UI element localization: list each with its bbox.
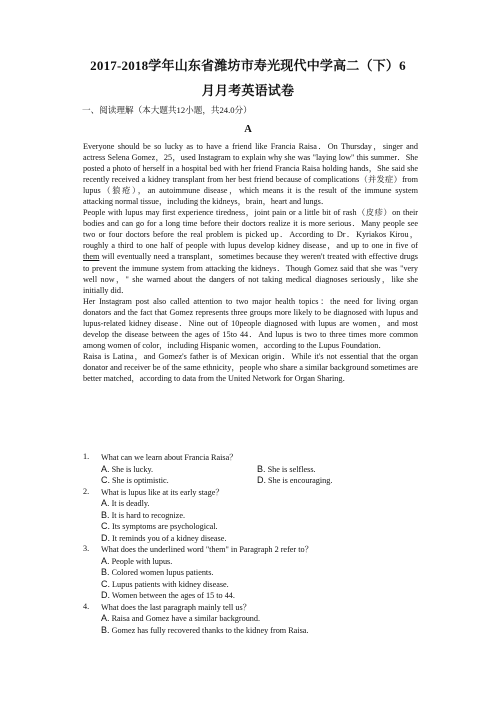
options-row <box>83 521 418 533</box>
exam-title-line-1: 2017-2018学年山东省潍坊市寿光现代中学高二（下）6 <box>90 58 406 73</box>
paragraph-2-text-before: People with lupus may first experience tiredness，joint pain or a little bit of rash（皮疹）on their bodies and can go for a long time before their doctors realize it is more serious．Many people see two or four doctors before the real problem is picked up．According to Dr．Kyriakos Kirou，roughly a third to one half of people with lupus develop kidney disease，and up to one in five of <box>83 208 418 251</box>
options-row <box>83 613 418 625</box>
option-d[interactable]: D. Women between the ages of 15 to 44. <box>101 590 235 600</box>
option-d[interactable]: D. She is encouraging. <box>257 475 333 485</box>
option-b[interactable]: B. She is selfless. <box>257 463 316 474</box>
question-number: 1. <box>83 452 90 461</box>
options-row <box>83 533 418 545</box>
options-row <box>83 556 418 568</box>
paragraph-2-text-after: will eventually need a transplant，sometimes because they weren't treated with effective drugs to prevent the immune system from attacking the kidneys．Though Gomez said that she was "very well now，" she warned about the dangers of not taking medical diagnoses seriously，like she initially did． <box>83 252 418 295</box>
question-1 <box>83 452 418 464</box>
options-row <box>83 510 418 522</box>
question-number: 3. <box>83 544 90 553</box>
option-b[interactable]: B. It is hard to recognize. <box>101 509 185 520</box>
passage-paragraph-2 <box>83 207 418 295</box>
options-row <box>83 625 418 637</box>
underlined-word-them: them <box>83 252 100 262</box>
passage-paragraph-4: Raisa is Latina，and Gomez's father is of Mexican origin．While it's not essential that the organ donator and receiver be of the same ethnicity，people who share a similar background sometimes are better matched，according to data from the United Network for Organ Sharing． <box>83 351 418 383</box>
question-list <box>83 452 418 636</box>
question-number: 2. <box>83 486 90 496</box>
question-stem: What does the underlined word "them" in Paragraph 2 refer to？ <box>101 545 313 554</box>
option-a[interactable]: A. Raisa and Gomez have a similar background. <box>101 613 261 623</box>
passage-body <box>83 141 418 384</box>
options-row <box>83 498 418 510</box>
exam-title-line-2: 月月考英语试卷 <box>201 83 295 98</box>
options-row <box>83 590 418 602</box>
question-stem: What is lupus like at its early stage？ <box>101 487 224 497</box>
option-a[interactable]: A. People with lupus. <box>101 555 173 566</box>
option-b[interactable]: B. Gomez has fully recovered thanks to the kidney from Raisa. <box>101 624 309 635</box>
passage-paragraph-3: Her Instagram post also called attention to two major health topics：the need for living organ donators and the fact that Gomez represents three groups more likely to be diagnosed with lupus and lupus-related kidney disease．Nine out of 10people diagnosed with lupus are women，and most develop the disease between the ages of 15to 44．And lupus is two to three times more common among women of color，including Hispanic women，according to the Lupus Foundation． <box>83 296 418 350</box>
option-c[interactable]: C. Lupus patients with kidney disease. <box>101 578 229 589</box>
question-number: 4. <box>83 601 90 611</box>
question-stem: What does the last paragraph mainly tell us？ <box>101 602 251 612</box>
option-a[interactable]: A. It is deadly. <box>101 498 150 508</box>
option-a[interactable]: A. She is lucky. <box>101 463 154 474</box>
section-header: 一、阅读理解（本大题共12小题，共24.0分） <box>82 105 252 115</box>
question-4 <box>83 602 418 614</box>
options-row <box>83 579 418 591</box>
options-row <box>83 567 418 579</box>
options-row <box>83 475 418 487</box>
option-d[interactable]: D. It reminds you of a kidney disease. <box>101 532 227 543</box>
question-stem: What can we learn about Francia Raisa？ <box>101 453 238 462</box>
question-2 <box>83 487 418 499</box>
option-c[interactable]: C. Its symptoms are psychological. <box>101 521 218 531</box>
option-c[interactable]: C. She is optimistic. <box>101 475 169 485</box>
options-row <box>83 464 418 476</box>
option-b[interactable]: B. Colored women lupus patients. <box>101 567 214 577</box>
passage-heading: A <box>244 124 252 135</box>
question-3 <box>83 544 418 556</box>
passage-paragraph-1: Everyone should be so lucky as to have a friend like Francia Raisa．On Thursday，singer and actress Selena Gomez，25，used Instagram to explain why she was "laying low" this summer．She posted a photo of herself in a hospital bed with her friend Francia Raisa holding hands，She said she recently received a kidney transplant from her best friend because of complications（并发症）from lupus（狼疮），an autoimmune disease，which means it is the result of the immune system attacking normal tissue，including the kidneys，brain，heart and lungs． <box>83 142 418 207</box>
